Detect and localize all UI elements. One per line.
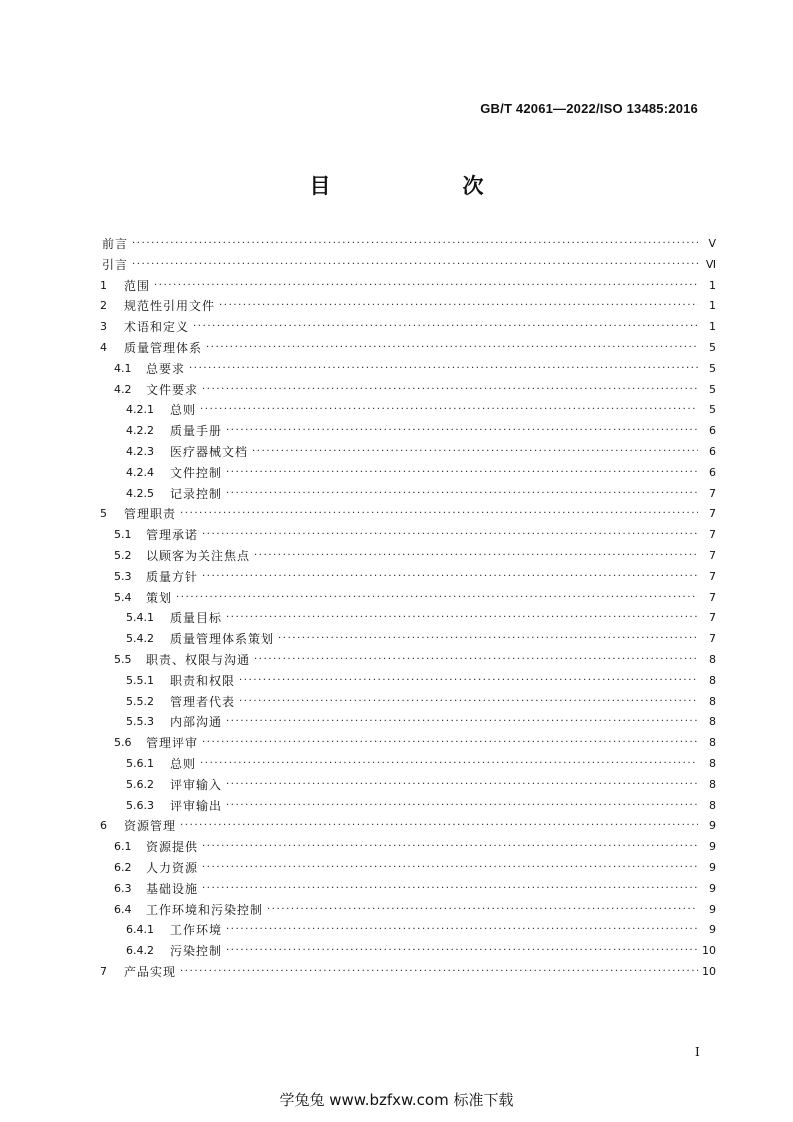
toc-entry-page: 6 bbox=[709, 465, 716, 479]
toc-leader-dots bbox=[254, 650, 698, 671]
toc-entry-label: 评审输入 bbox=[170, 777, 223, 792]
toc-leader-dots bbox=[254, 546, 698, 567]
toc-entry-page: 1 bbox=[709, 278, 716, 292]
toc-entry-label: 产品实现 bbox=[124, 964, 177, 979]
toc-entry-page: 7 bbox=[709, 548, 716, 562]
toc-entry-number: 2 bbox=[100, 299, 107, 313]
toc-entry-number: 4.2.2 bbox=[126, 424, 154, 438]
toc-entry-page: 10 bbox=[702, 964, 716, 978]
toc-entry-page: 9 bbox=[709, 840, 716, 854]
toc-entry-number: 5.5.3 bbox=[126, 715, 154, 729]
toc-leader-dots bbox=[193, 317, 698, 338]
toc-entry-label: 质量目标 bbox=[170, 611, 223, 626]
toc-entry-page: 6 bbox=[709, 424, 716, 438]
toc-entry-number: 6.3 bbox=[114, 881, 132, 895]
toc-entry-page: 5 bbox=[709, 361, 716, 375]
toc-entry-number: 6 bbox=[100, 819, 107, 833]
toc-entry[interactable] bbox=[100, 463, 716, 484]
table-of-contents bbox=[100, 234, 716, 983]
toc-entry-number: 5.5.1 bbox=[126, 673, 154, 687]
toc-entry-page: 5 bbox=[709, 403, 716, 417]
toc-entry[interactable] bbox=[100, 421, 716, 442]
toc-entry[interactable] bbox=[100, 650, 716, 671]
toc-entry[interactable] bbox=[100, 671, 716, 692]
toc-entry[interactable] bbox=[100, 400, 716, 421]
toc-leader-dots bbox=[202, 879, 698, 900]
toc-leader-dots bbox=[202, 837, 698, 858]
toc-leader-dots bbox=[180, 504, 698, 525]
toc-entry-number: 5.6 bbox=[114, 736, 132, 750]
toc-entry[interactable] bbox=[100, 317, 716, 338]
toc-leader-dots bbox=[226, 463, 698, 484]
toc-entry[interactable] bbox=[100, 837, 716, 858]
toc-entry-label: 记录控制 bbox=[170, 486, 223, 501]
toc-entry-label: 管理者代表 bbox=[170, 694, 236, 709]
toc-entry-page: 8 bbox=[709, 798, 716, 812]
toc-leader-dots bbox=[226, 712, 698, 733]
toc-entry[interactable] bbox=[100, 608, 716, 629]
toc-entry-label: 人力资源 bbox=[146, 860, 199, 875]
toc-entry-page: 8 bbox=[709, 715, 716, 729]
toc-entry-page: 8 bbox=[709, 736, 716, 750]
toc-entry[interactable] bbox=[100, 629, 716, 650]
toc-entry-label: 职责和权限 bbox=[170, 673, 236, 688]
toc-leader-dots bbox=[154, 276, 698, 297]
toc-leader-dots bbox=[189, 359, 698, 380]
toc-entry-label: 范围 bbox=[124, 278, 151, 293]
toc-entry-label: 管理职责 bbox=[124, 507, 177, 522]
toc-leader-dots bbox=[202, 525, 698, 546]
toc-entry[interactable] bbox=[100, 504, 716, 525]
toc-entry-number: 5.3 bbox=[114, 569, 132, 583]
standard-code: GB/T 42061—2022/ISO 13485:2016 bbox=[480, 101, 698, 116]
toc-leader-dots bbox=[132, 255, 698, 276]
toc-entry[interactable] bbox=[100, 546, 716, 567]
toc-entry-label: 管理评审 bbox=[146, 736, 199, 751]
toc-entry-label: 职责、权限与沟通 bbox=[146, 652, 251, 667]
toc-entry[interactable] bbox=[100, 484, 716, 505]
toc-entry[interactable] bbox=[100, 338, 716, 359]
toc-entry-number: 5.4 bbox=[114, 590, 132, 604]
toc-entry-label: 文件要求 bbox=[146, 382, 199, 397]
toc-entry-number: 4.2.5 bbox=[126, 486, 154, 500]
toc-leader-dots bbox=[202, 733, 698, 754]
toc-entry[interactable] bbox=[100, 588, 716, 609]
toc-entry-page: Ⅴ bbox=[708, 237, 716, 250]
toc-entry[interactable] bbox=[100, 941, 716, 962]
toc-entry-label: 评审输出 bbox=[170, 798, 223, 813]
toc-entry-number: 6.4.1 bbox=[126, 923, 154, 937]
page-title: 目 次 bbox=[309, 174, 514, 198]
toc-leader-dots bbox=[202, 858, 698, 879]
toc-entry-number: 1 bbox=[100, 278, 107, 292]
toc-leader-dots bbox=[202, 567, 698, 588]
toc-entry-page: 7 bbox=[709, 632, 716, 646]
toc-entry-page: 7 bbox=[709, 590, 716, 604]
toc-entry-number: 5.5 bbox=[114, 652, 132, 666]
toc-leader-dots bbox=[176, 588, 698, 609]
watermark-text: 学兔兔 www.bzfxw.com 标准下载 bbox=[279, 1091, 514, 1109]
toc-leader-dots bbox=[202, 380, 698, 401]
toc-entry-number: 6.4.2 bbox=[126, 944, 154, 958]
toc-entry-label: 资源提供 bbox=[146, 840, 199, 855]
toc-leader-dots bbox=[226, 775, 698, 796]
toc-entry-page: 9 bbox=[709, 881, 716, 895]
toc-entry-page: 7 bbox=[709, 611, 716, 625]
toc-entry-label: 内部沟通 bbox=[170, 715, 223, 730]
toc-entry-number: 5 bbox=[100, 507, 107, 521]
toc-entry-page: 7 bbox=[709, 486, 716, 500]
toc-entry-label: 规范性引用文件 bbox=[124, 299, 216, 314]
toc-entry-page: Ⅵ bbox=[705, 257, 716, 271]
toc-entry[interactable] bbox=[100, 879, 716, 900]
toc-entry-label: 管理承诺 bbox=[146, 528, 199, 543]
toc-entry-label: 策划 bbox=[146, 590, 173, 605]
toc-entry[interactable] bbox=[100, 754, 716, 775]
toc-entry-number: 5.5.2 bbox=[126, 694, 154, 708]
toc-entry-page: 9 bbox=[709, 860, 716, 874]
toc-leader-dots bbox=[226, 796, 698, 817]
toc-entry-page: 10 bbox=[702, 944, 716, 958]
toc-entry-label: 文件控制 bbox=[170, 465, 223, 480]
toc-entry-page: 7 bbox=[709, 569, 716, 583]
toc-leader-dots bbox=[200, 400, 698, 421]
toc-entry-number: 6.1 bbox=[114, 840, 132, 854]
toc-entry-label: 质量管理体系策划 bbox=[170, 632, 275, 647]
toc-leader-dots bbox=[219, 296, 698, 317]
toc-entry-label: 质量管理体系 bbox=[124, 340, 203, 355]
toc-entry-number: 4.2.4 bbox=[126, 465, 154, 479]
toc-entry-label: 污染控制 bbox=[170, 944, 223, 959]
toc-entry-label: 术语和定义 bbox=[124, 320, 190, 335]
toc-entry-page: 1 bbox=[709, 320, 716, 334]
toc-entry[interactable] bbox=[100, 359, 716, 380]
toc-leader-dots bbox=[226, 421, 698, 442]
toc-entry-number: 5.6.2 bbox=[126, 777, 154, 791]
toc-entry-label: 引言 bbox=[102, 257, 129, 272]
toc-entry-page: 7 bbox=[709, 528, 716, 542]
toc-entry-label: 资源管理 bbox=[124, 819, 177, 834]
toc-leader-dots bbox=[180, 816, 698, 837]
toc-entry[interactable] bbox=[100, 276, 716, 297]
toc-entry[interactable] bbox=[100, 900, 716, 921]
toc-entry-label: 基础设施 bbox=[146, 881, 199, 896]
toc-entry-number: 5.1 bbox=[114, 528, 132, 542]
toc-entry-number: 3 bbox=[100, 320, 107, 334]
toc-entry-page: 9 bbox=[709, 819, 716, 833]
toc-entry-label: 医疗器械文档 bbox=[170, 444, 249, 459]
toc-entry-page: 6 bbox=[709, 444, 716, 458]
toc-entry-number: 4 bbox=[100, 340, 107, 354]
toc-entry-label: 质量方针 bbox=[146, 569, 199, 584]
toc-entry-number: 4.2.3 bbox=[126, 444, 154, 458]
toc-leader-dots bbox=[239, 692, 698, 713]
toc-entry-page: 9 bbox=[709, 923, 716, 937]
toc-entry-label: 以顾客为关注焦点 bbox=[146, 548, 251, 563]
toc-entry-page: 1 bbox=[709, 299, 716, 313]
toc-leader-dots bbox=[226, 484, 698, 505]
page-number: Ⅰ bbox=[695, 1045, 700, 1059]
toc-leader-dots bbox=[206, 338, 698, 359]
toc-entry-number: 5.4.1 bbox=[126, 611, 154, 625]
toc-leader-dots bbox=[226, 941, 698, 962]
toc-leader-dots bbox=[226, 608, 698, 629]
toc-entry-number: 5.6.1 bbox=[126, 756, 154, 770]
toc-entry-page: 8 bbox=[709, 694, 716, 708]
toc-entry-page: 8 bbox=[709, 673, 716, 687]
toc-entry-label: 前言 bbox=[102, 237, 129, 251]
toc-entry-number: 5.4.2 bbox=[126, 632, 154, 646]
toc-leader-dots bbox=[180, 962, 698, 983]
toc-entry-page: 5 bbox=[709, 340, 716, 354]
toc-entry[interactable] bbox=[100, 816, 716, 837]
toc-entry[interactable] bbox=[100, 733, 716, 754]
toc-entry-page: 7 bbox=[709, 507, 716, 521]
toc-entry[interactable] bbox=[100, 858, 716, 879]
toc-entry-page: 8 bbox=[709, 756, 716, 770]
toc-entry[interactable] bbox=[100, 920, 716, 941]
toc-leader-dots bbox=[132, 234, 698, 255]
toc-entry[interactable] bbox=[100, 255, 716, 276]
toc-entry-number: 4.2.1 bbox=[126, 403, 154, 417]
toc-entry[interactable] bbox=[100, 296, 716, 317]
toc-entry[interactable] bbox=[100, 234, 716, 255]
toc-entry-label: 工作环境和污染控制 bbox=[146, 902, 264, 917]
toc-entry-label: 总则 bbox=[170, 756, 197, 771]
toc-leader-dots bbox=[200, 754, 698, 775]
toc-entry-number: 4.1 bbox=[114, 361, 132, 375]
toc-entry[interactable] bbox=[100, 380, 716, 401]
toc-entry[interactable] bbox=[100, 442, 716, 463]
toc-entry-number: 6.2 bbox=[114, 860, 132, 874]
toc-entry[interactable] bbox=[100, 712, 716, 733]
toc-entry-page: 8 bbox=[709, 777, 716, 791]
toc-leader-dots bbox=[267, 900, 698, 921]
toc-entry-number: 5.2 bbox=[114, 548, 132, 562]
toc-leader-dots bbox=[226, 920, 698, 941]
toc-entry-number: 7 bbox=[100, 964, 107, 978]
toc-leader-dots bbox=[252, 442, 698, 463]
toc-leader-dots bbox=[239, 671, 698, 692]
toc-entry[interactable] bbox=[100, 775, 716, 796]
toc-entry-label: 总要求 bbox=[146, 361, 186, 376]
toc-entry-number: 4.2 bbox=[114, 382, 132, 396]
toc-entry-label: 质量手册 bbox=[170, 424, 223, 439]
toc-entry-label: 工作环境 bbox=[170, 923, 223, 938]
toc-entry-page: 9 bbox=[709, 902, 716, 916]
toc-entry[interactable] bbox=[100, 796, 716, 817]
toc-entry[interactable] bbox=[100, 567, 716, 588]
toc-entry-number: 6.4 bbox=[114, 902, 132, 916]
toc-entry-page: 8 bbox=[709, 652, 716, 666]
toc-entry-page: 5 bbox=[709, 382, 716, 396]
toc-entry-number: 5.6.3 bbox=[126, 798, 154, 812]
toc-entry-label: 总则 bbox=[170, 403, 197, 418]
toc-entry[interactable] bbox=[100, 525, 716, 546]
toc-entry[interactable] bbox=[100, 692, 716, 713]
toc-leader-dots bbox=[278, 629, 698, 650]
toc-entry[interactable] bbox=[100, 962, 716, 983]
